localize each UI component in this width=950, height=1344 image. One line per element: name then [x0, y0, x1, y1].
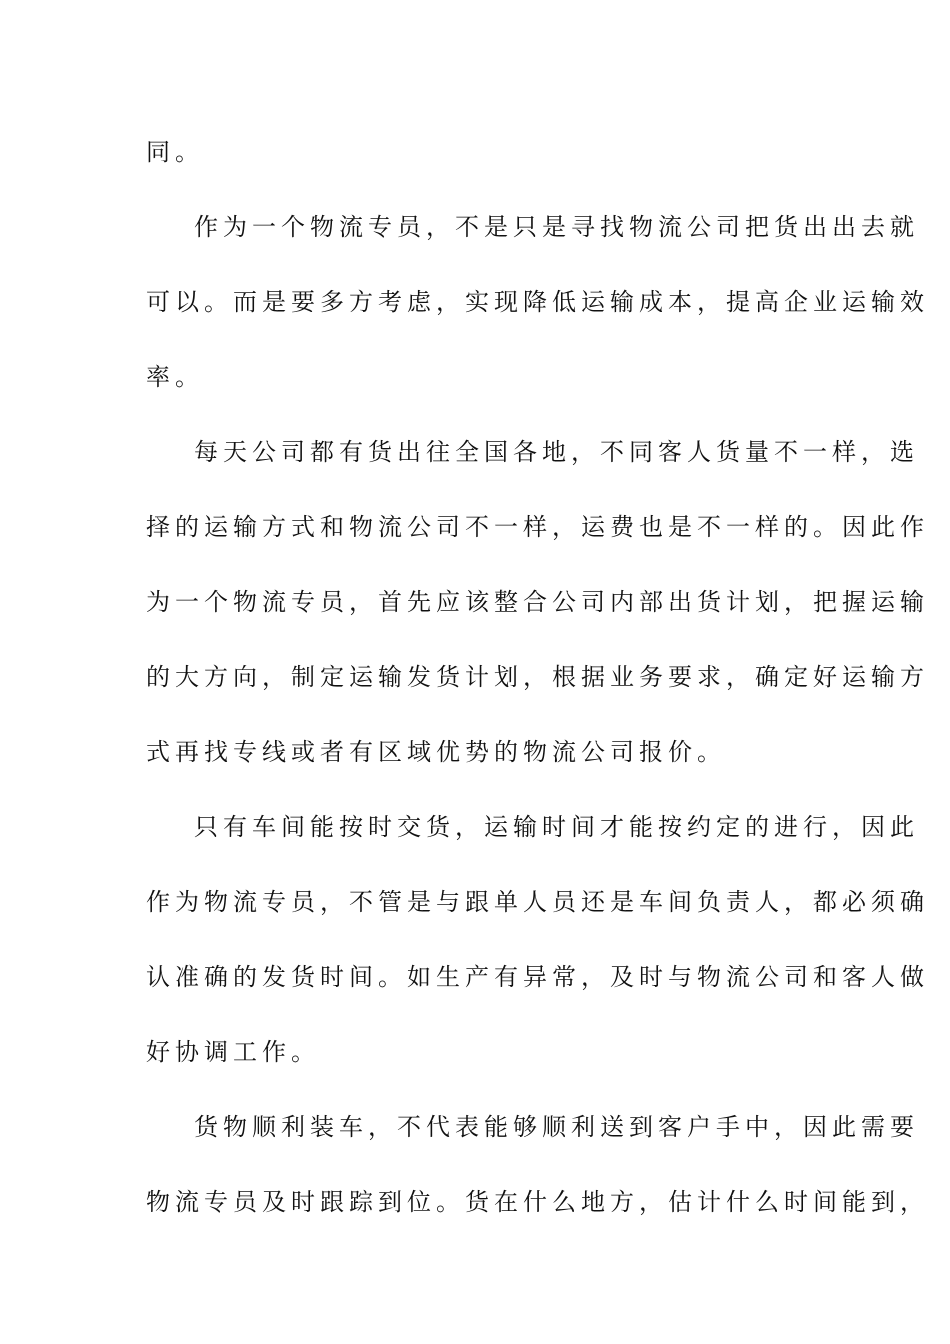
text-line: 作为物流专员，不管是与跟单人员还是车间负责人，都必须确 [146, 888, 929, 916]
paragraph-first-line: 每天公司都有货出往全国各地，不同客人货量不一样，选 [194, 438, 919, 466]
text-line: 率。 [146, 363, 204, 391]
text-line: 为一个物流专员，首先应该整合公司内部出货计划，把握运输 [146, 588, 929, 616]
paragraph-first-line: 作为一个物流专员，不是只是寻找物流公司把货出出去就 [194, 213, 919, 241]
text-line: 的大方向，制定运输发货计划，根据业务要求，确定好运输方 [146, 663, 929, 691]
text-line: 同。 [146, 138, 204, 166]
text-line: 式再找专线或者有区域优势的物流公司报价。 [146, 738, 726, 766]
text-line: 可以。而是要多方考虑，实现降低运输成本，提高企业运输效 [146, 288, 929, 316]
text-line: 物流专员及时跟踪到位。货在什么地方，估计什么时间能到， [146, 1188, 929, 1216]
text-line: 好协调工作。 [146, 1038, 320, 1066]
paragraph-first-line: 货物顺利装车，不代表能够顺利送到客户手中，因此需要 [194, 1113, 919, 1141]
text-line: 择的运输方式和物流公司不一样，运费也是不一样的。因此作 [146, 513, 929, 541]
text-line: 认准确的发货时间。如生产有异常，及时与物流公司和客人做 [146, 963, 929, 991]
paragraph-first-line: 只有车间能按时交货，运输时间才能按约定的进行，因此 [194, 813, 919, 841]
